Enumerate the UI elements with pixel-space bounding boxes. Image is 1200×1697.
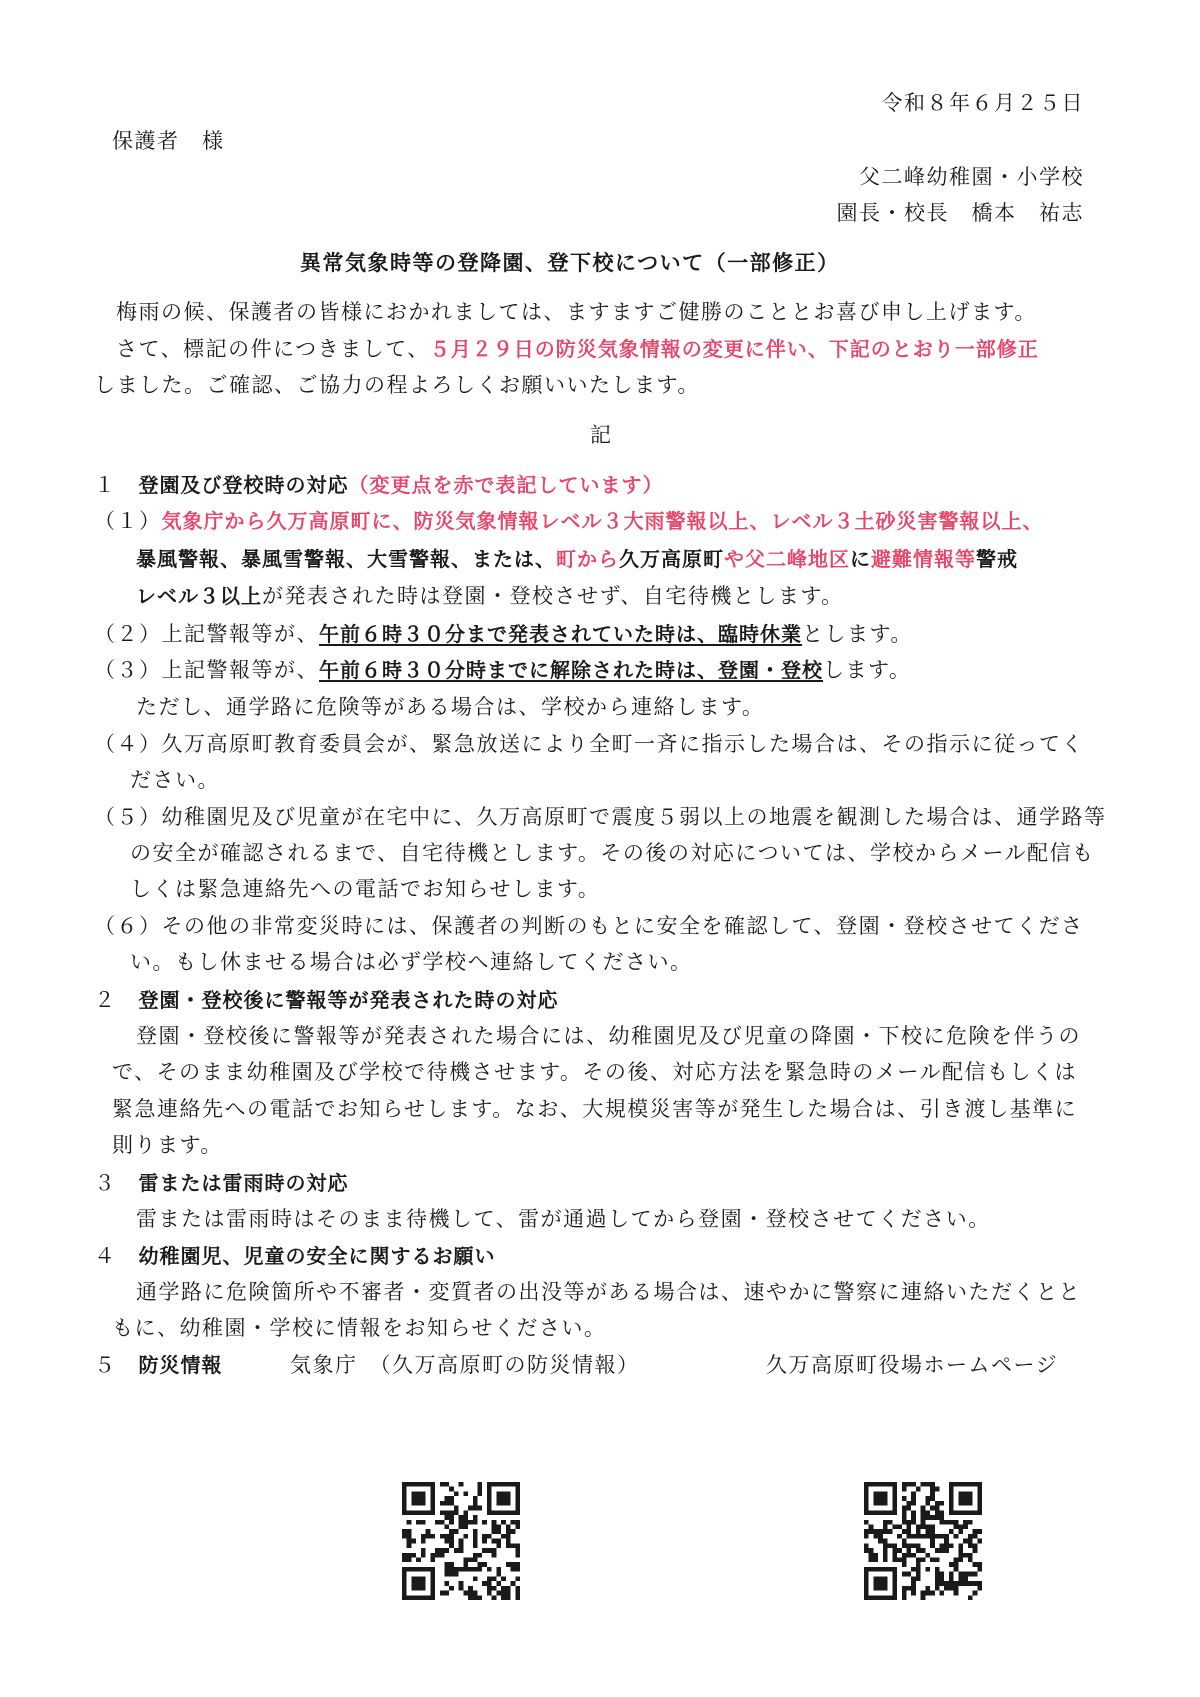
item-3: （３）上記警報等が、午前６時３０分時までに解除された時は、登園・登校します。	[94, 658, 912, 682]
section-2-line-2: で、そのまま幼稚園及び学校で待機させます。その後、対応方法を緊急時のメール配信もしくは	[112, 1060, 1077, 1084]
item-6: （６）その他の非常変災時には、保護者の判断のもとに安全を確認して、登園・登校させてくださ	[94, 914, 1084, 938]
school-name: 父二峰幼稚園・小学校	[859, 165, 1084, 189]
intro-line-2-highlight: ５月２９日の防災気象情報の変更に伴い、下記のとおり一部修正	[429, 337, 1039, 361]
addressee: 保護者 様	[112, 129, 225, 153]
item-1-number: （１）	[94, 509, 162, 533]
item-1-line-1: （１）気象庁から久万高原町に、防災気象情報レベル３大雨警報以上、レベル３土砂災害警報以上、	[94, 509, 1044, 533]
town-hall-qr-code[interactable]	[864, 1482, 982, 1600]
item-4: （４）久万高原町教育委員会が、緊急放送により全町一斉に指示した場合は、その指示に従ってく	[94, 732, 1084, 756]
section-2-line-3: 緊急連絡先への電話でお知らせします。なお、大規模災害等が発生した場合は、引き渡し基準に	[112, 1097, 1078, 1121]
section-2-line-4: 則ります。	[112, 1133, 223, 1157]
item-1-line-2: 暴風警報、暴風雪警報、大雪警報、または、町から久万高原町や父二峰地区に避難情報等警戒	[136, 547, 1018, 571]
ki-marker: 記	[590, 423, 613, 447]
item-5: （５）幼稚園児及び児童が在宅中に、久万高原町で震度５弱以上の地震を観測した場合は、通学路等	[94, 805, 1107, 829]
section-1-note: （変更点を赤で表記しています）	[348, 473, 664, 497]
item-5-line-3: しくは緊急連絡先への電話でお知らせします。	[130, 877, 601, 901]
item-4-line-2: ださい。	[130, 768, 220, 792]
intro-line-1: 梅雨の候、保護者の皆様におかれましては、ますますご健勝のこととお喜び申し上げます。	[116, 300, 1037, 324]
section-2-heading: ２ 登園・登校後に警報等が発表された時の対応	[94, 988, 559, 1012]
jma-link-label: 気象庁 （久万高原町の防災情報）	[290, 1353, 640, 1377]
town-hall-link-label: 久万高原町役場ホームページ	[766, 1353, 1059, 1377]
item-3-line-2: ただし、通学路に危険等がある場合は、学校から連絡します。	[136, 695, 765, 719]
intro-line-3: しました。ご確認、ご協力の程よろしくお願いいたします。	[94, 373, 700, 397]
intro-line-2-text: さて、標記の件につきまして、	[116, 337, 430, 361]
section-4-line-1: 通学路に危険箇所や不審者・変質者の出没等がある場合は、速やかに警察に連絡いただくとと	[136, 1280, 1081, 1304]
section-5-heading: ５ 防災情報	[94, 1353, 223, 1377]
section-4-heading: ４ 幼稚園児、児童の安全に関するお願い	[94, 1244, 496, 1268]
item-2: （２）上記警報等が、午前６時３０分まで発表されていた時は、臨時休業とします。	[94, 622, 913, 646]
page-title: 異常気象時等の登降園、登下校について（一部修正）	[300, 251, 840, 275]
jma-qr-code[interactable]	[402, 1482, 520, 1600]
section-4-line-2: もに、幼稚園・学校に情報をお知らせください。	[112, 1316, 607, 1340]
section-1-heading	[94, 470, 664, 500]
item-1-line-3: レベル３以上が発表された時は登園・登校させず、自宅待機とします。	[136, 584, 844, 608]
section-1-title: 登園及び登校時の対応	[138, 473, 349, 497]
intro-line-2	[116, 334, 1039, 364]
principal-name: 園長・校長 橋本 祐志	[836, 201, 1084, 225]
section-2-line-1: 登園・登校後に警報等が発表された場合には、幼稚園児及び児童の降園・下校に危険を伴うの	[136, 1024, 1081, 1048]
item-6-line-2: い。もし休ませる場合は必ず学校へ連絡してください。	[130, 950, 693, 974]
item-5-line-2: の安全が確認されるまで、自宅待機とします。その後の対応については、学校からメール配信も	[130, 841, 1095, 865]
section-1-number: １	[94, 473, 117, 497]
date: 令和８年６月２５日	[881, 91, 1084, 115]
section-3-heading: ３ 雷または雷雨時の対応	[94, 1171, 349, 1195]
section-3-line-1: 雷または雷雨時はそのまま待機して、雷が通過してから登園・登校させてください。	[136, 1207, 991, 1231]
